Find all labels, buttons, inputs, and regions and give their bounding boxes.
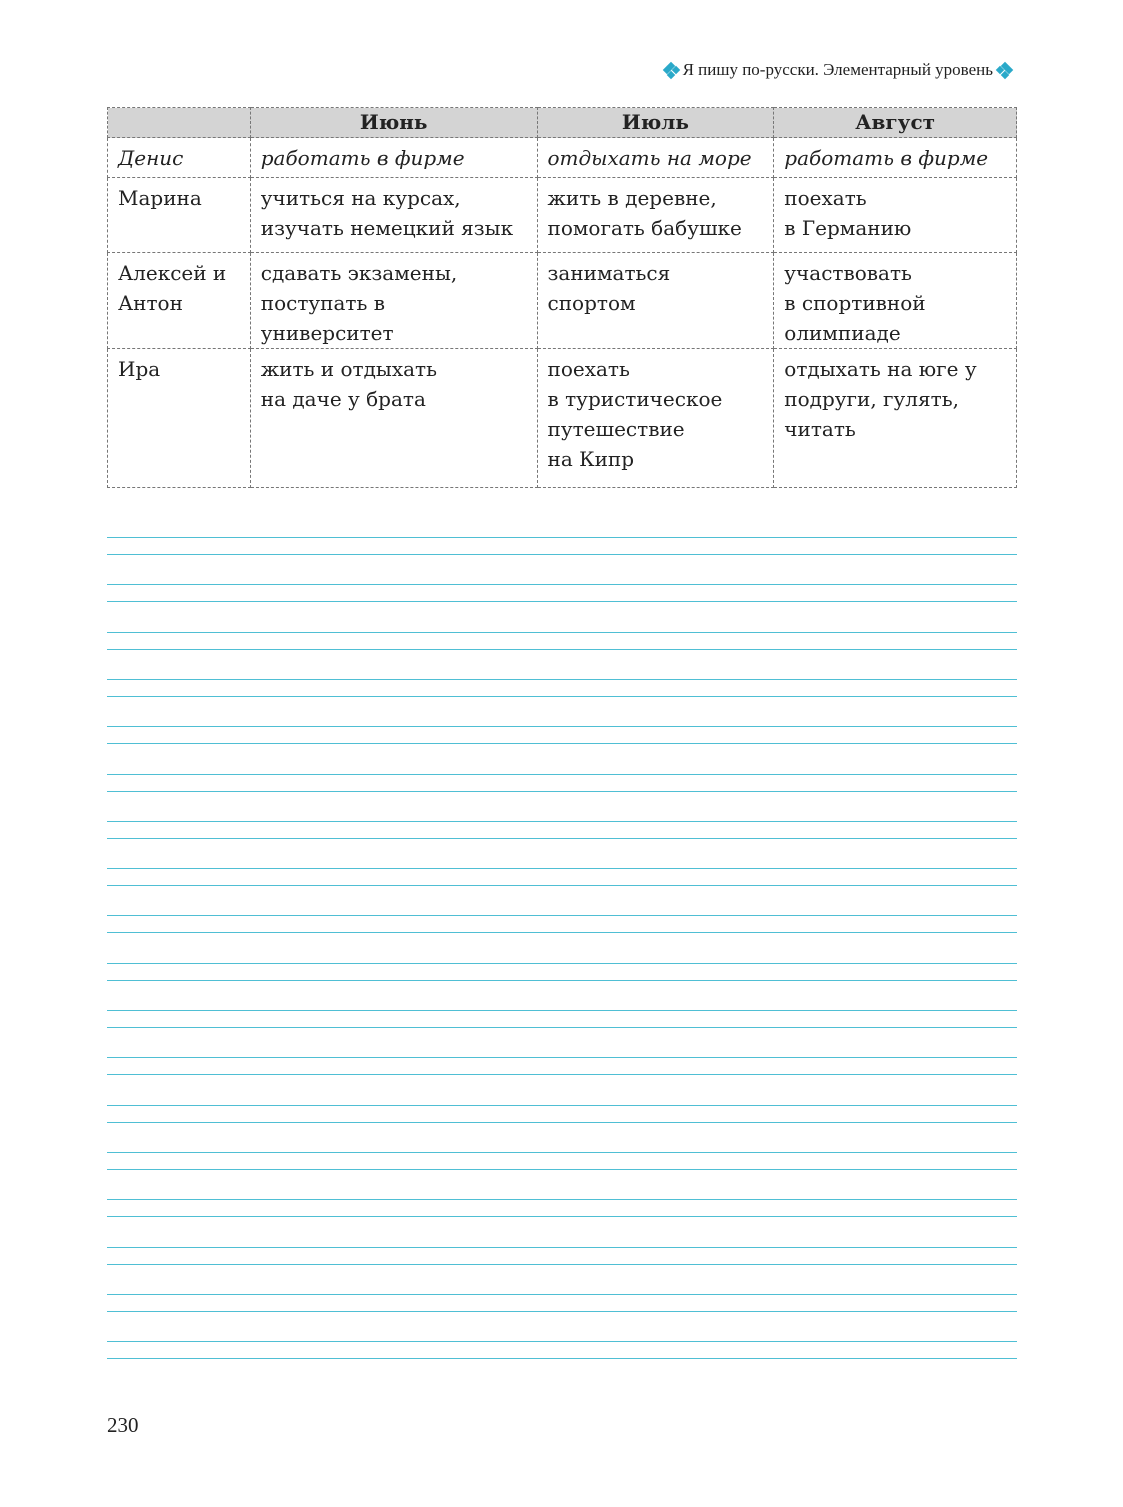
header-cell-empty — [108, 108, 251, 138]
writing-line-pair — [107, 774, 1017, 792]
cell-august: работать в фирме — [774, 138, 1017, 178]
writing-line-pair — [107, 1199, 1017, 1217]
writing-line-pair — [107, 726, 1017, 744]
table-row-aleksey-anton — [108, 253, 1017, 349]
running-head — [660, 60, 1016, 80]
cell-july: отдыхать на море — [537, 138, 774, 178]
header-cell-july: Июль — [537, 108, 774, 138]
running-title: Я пишу по-русски. Элементарный уровень — [682, 60, 993, 79]
writing-line-pair — [107, 1010, 1017, 1028]
writing-line-pair — [107, 632, 1017, 650]
table-row-marina — [108, 178, 1017, 253]
writing-line-pair — [107, 868, 1017, 886]
cell-july: поехать в туристическое путешествие на Кипр — [537, 349, 774, 488]
row-name-cell: Ира — [108, 349, 251, 488]
writing-line-pair — [107, 1294, 1017, 1312]
header-cell-august: Август — [774, 108, 1017, 138]
row-name-cell: Марина — [108, 178, 251, 253]
cell-august: поехать в Германию — [774, 178, 1017, 253]
cell-june: сдавать экзамены, поступать в университет — [250, 253, 537, 349]
table-row-denis — [108, 138, 1017, 178]
table-row-ira — [108, 349, 1017, 488]
page-number: 230 — [107, 1413, 139, 1437]
writing-line-pair — [107, 1105, 1017, 1123]
writing-line-pair — [107, 1341, 1017, 1359]
cell-june: работать в фирме — [250, 138, 537, 178]
writing-line-pair — [107, 537, 1017, 555]
row-name-cell: Алексей и Антон — [108, 253, 251, 349]
writing-line-pair — [107, 679, 1017, 697]
writing-line-pair — [107, 821, 1017, 839]
writing-line-pair — [107, 1152, 1017, 1170]
ornament-right-icon — [997, 63, 1012, 78]
writing-line-pair — [107, 1057, 1017, 1075]
writing-line-pair — [107, 915, 1017, 933]
cell-july: жить в деревне, помогать бабушке — [537, 178, 774, 253]
writing-line-pair — [107, 584, 1017, 602]
header-cell-june: Июнь — [250, 108, 537, 138]
table-header-row — [108, 108, 1017, 138]
writing-line-pair — [107, 963, 1017, 981]
cell-june: учиться на курсах, изучать немецкий язык — [250, 178, 537, 253]
writing-line-pair — [107, 1247, 1017, 1265]
summer-plans-table — [107, 107, 1017, 488]
cell-august: участвовать в спортивной олимпиаде — [774, 253, 1017, 349]
cell-july: заниматься спортом — [537, 253, 774, 349]
ornament-left-icon — [664, 63, 679, 78]
row-name-cell: Денис — [108, 138, 251, 178]
cell-august: отдыхать на юге у подруги, гулять, читать — [774, 349, 1017, 488]
cell-june: жить и отдыхать на даче у брата — [250, 349, 537, 488]
